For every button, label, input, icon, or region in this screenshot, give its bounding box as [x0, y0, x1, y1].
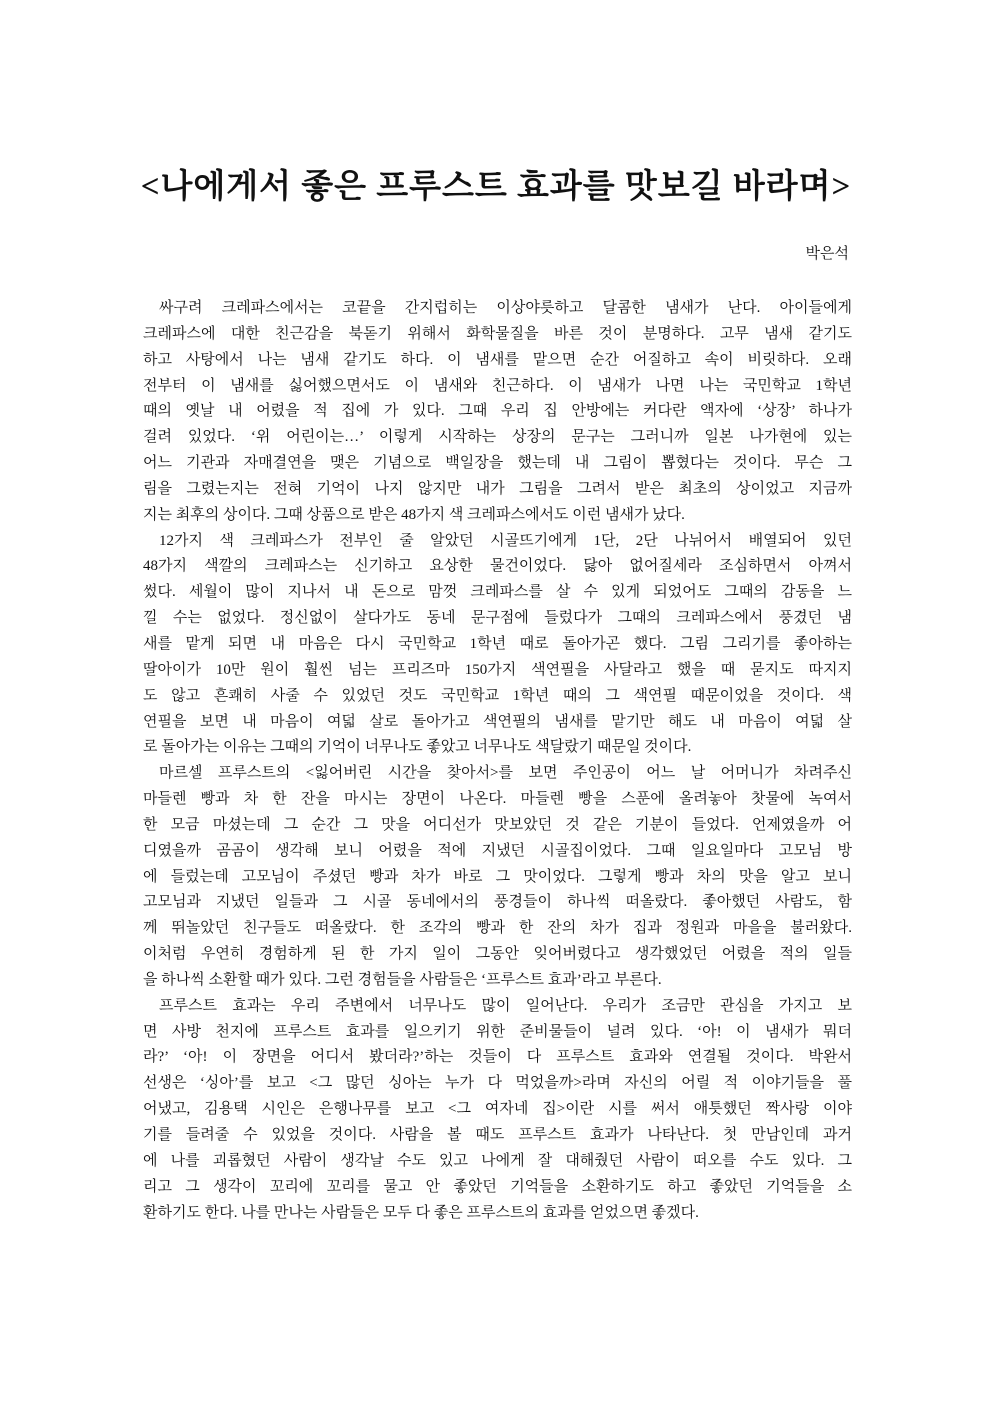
text-line: 프루스트 효과는 우리 주변에서 너무나도 많이 일어난다. 우리가 조금만 관심을 가지고 보	[159, 997, 852, 1014]
text-line: 썼다. 세월이 많이 지나서 내 돈으로 맘껏 크레파스를 살 수 있게 되었어도 그때의 감동을 느	[143, 584, 852, 601]
text-line: 리고 그 생각이 꼬리에 꼬리를 물고 안 좋았던 기억들을 소환하기도 하고 좋았던 기억들을 소	[143, 1178, 852, 1195]
text-line: 기를 들려줄 수 있었을 것이다. 사람을 볼 때도 프루스트 효과가 나타난다. 첫 만남인데 과거	[143, 1127, 852, 1143]
text-line: 환하기도 한다. 나를 만나는 사람들은 모두 다 좋은 프루스트의 효과를 얻었으면 좋겠다.	[143, 1204, 699, 1221]
document-title: <나에게서 좋은 프루스트 효과를 맛보길 바라며>	[140, 169, 852, 205]
text-line: 라?’ ‘아! 이 장면을 어디서 봤더라?’하는 것들이 다 프루스트 효과와 연결될 것이다. 박완서	[143, 1049, 852, 1066]
text-line: 에 나를 괴롭혔던 사람이 생각날 수도 있고 나에게 잘 대해줬던 사람이 떠오를 수도 있다. 그	[143, 1152, 852, 1169]
text-line: 도 않고 흔쾌히 사줄 수 있었던 것도 국민학교 1학년 때의 그 색연필 때문이었을 것이다. 색	[143, 687, 852, 704]
text-line: 크레파스에 대한 친근감을 북돋기 위해서 화학물질을 바른 것이 분명하다. 고무 냄새 같기도	[143, 325, 852, 342]
text-line: 고모님과 지냈던 일들과 그 시골 동네에서의 풍경들이 하나씩 떠올랐다. 좋아했던 사람도, 함	[143, 894, 852, 911]
text-line: 때의 옛날 내 어렸을 적 집에 가 있다. 그때 우리 집 안방에는 커다란 액자에 ‘상장’ 하나가	[143, 403, 852, 420]
text-line: 12가지 색 크레파스가 전부인 줄 알았던 시골뜨기에게 1단, 2단 나뉘어서 배열되어 있던	[159, 532, 852, 549]
text-line: 한 모금 마셨는데 그 순간 그 맛을 어디선가 맛보았던 것 같은 기분이 들었다. 언제였을까 어	[143, 816, 852, 833]
text-line: 새를 맡게 되면 내 마음은 다시 국민학교 1학년 때로 돌아가곤 했다. 그림 그리기를 좋아하는	[143, 635, 852, 652]
text-line: 마르셀 프루스트의 <잃어버린 시간을 찾아서>를 보면 주인공이 어느 날 어머니가 차려주신	[159, 765, 852, 782]
text-line: 림을 그렸는지는 전혀 기억이 나지 않지만 내가 그림을 그려서 받은 최초의 상이었고 지금까	[143, 480, 852, 497]
text-line: 디였을까 곰곰이 생각해 보니 어렸을 적에 지냈던 시골집이었다. 그때 일요일마다 고모님 방	[143, 842, 852, 859]
text-line: 연필을 보면 내 마음이 여덟 살로 돌아가고 색연필의 냄새를 맡기만 해도 내 마음이 여덟 살	[143, 713, 852, 730]
text-line: 어느 기관과 자매결연을 맺은 기념으로 백일장을 했는데 내 그림이 뽑혔다는 것이다. 무슨 그	[143, 455, 852, 472]
text-line: 이처럼 우연히 경험하게 된 한 가지 일이 그동안 잊어버렸다고 생각했었던 어렸을 적의 일들	[143, 946, 852, 963]
text-line: 걸려 있었다. ‘위 어린이는…’ 이렇게 시작하는 상장의 문구는 그러니까 일본 나가현에 있는	[143, 429, 852, 446]
text-line: 지는 최후의 상이다. 그때 상품으로 받은 48가지 색 크레파스에서도 이런 냄새가 났다.	[143, 506, 685, 523]
text-line: 전부터 이 냄새를 싫어했으면서도 이 냄새와 친근하다. 이 냄새가 나면 나는 국민학교 1학년	[143, 377, 852, 394]
document-body	[143, 296, 852, 1226]
author-name: 박은석	[805, 246, 849, 262]
text-line: 로 돌아가는 이유는 그때의 기억이 너무나도 좋았고 너무나도 색달랐기 때문일 것이다.	[143, 739, 692, 756]
text-line: 면 사방 천지에 프루스트 효과를 일으키기 위한 준비물들이 널려 있다. ‘아! 이 냄새가 뭐더	[143, 1023, 852, 1040]
text-line: 선생은 ‘싱아’를 보고 <그 많던 싱아는 누가 다 먹었을까>라며 자신의 어릴 적 이야기들을 풀	[143, 1075, 852, 1092]
text-line: 싸구려 크레파스에서는 코끝을 간지럽히는 이상야릇하고 달콤한 냄새가 난다. 아이들에게	[159, 300, 852, 316]
text-line: 48가지 색깔의 크레파스는 신기하고 요상한 물건이었다. 닳아 없어질세라 조심하면서 아껴서	[143, 558, 852, 575]
text-line: 어냈고, 김용택 시인은 은행나무를 보고 <그 여자네 집>이란 시를 써서 애틋했던 짝사랑 이야	[143, 1101, 852, 1118]
text-line: 에 들렀는데 고모님이 주셨던 빵과 차가 바로 그 맛이었다. 그렇게 빵과 차의 맛을 알고 보니	[143, 868, 852, 885]
text-line: 을 하나씩 소환할 때가 있다. 그런 경험들을 사람들은 ‘프루스트 효과’라고 부른다.	[143, 971, 662, 988]
text-line: 낄 수는 없었다. 정신없이 살다가도 동네 문구점에 들렀다가 그때의 크레파스에서 풍겼던 냄	[143, 610, 852, 627]
text-line: 하고 사탕에서 나는 냄새 같기도 하다. 이 냄새를 맡으면 순간 어질하고 속이 비릿하다. 오래	[143, 351, 852, 368]
text-line: 께 뛰놀았던 친구들도 떠올랐다. 한 조각의 빵과 한 잔의 차가 집과 정원과 마을을 불러왔다.	[143, 920, 852, 937]
text-line: 마들렌 빵과 차 한 잔을 마시는 장면이 나온다. 마들렌 빵을 스푼에 올려놓아 찻물에 녹여서	[143, 791, 852, 808]
text-line: 딸아이가 10만 원이 훨씬 넘는 프리즈마 150가지 색연필을 사달라고 했을 때 묻지도 따지지	[143, 661, 852, 678]
